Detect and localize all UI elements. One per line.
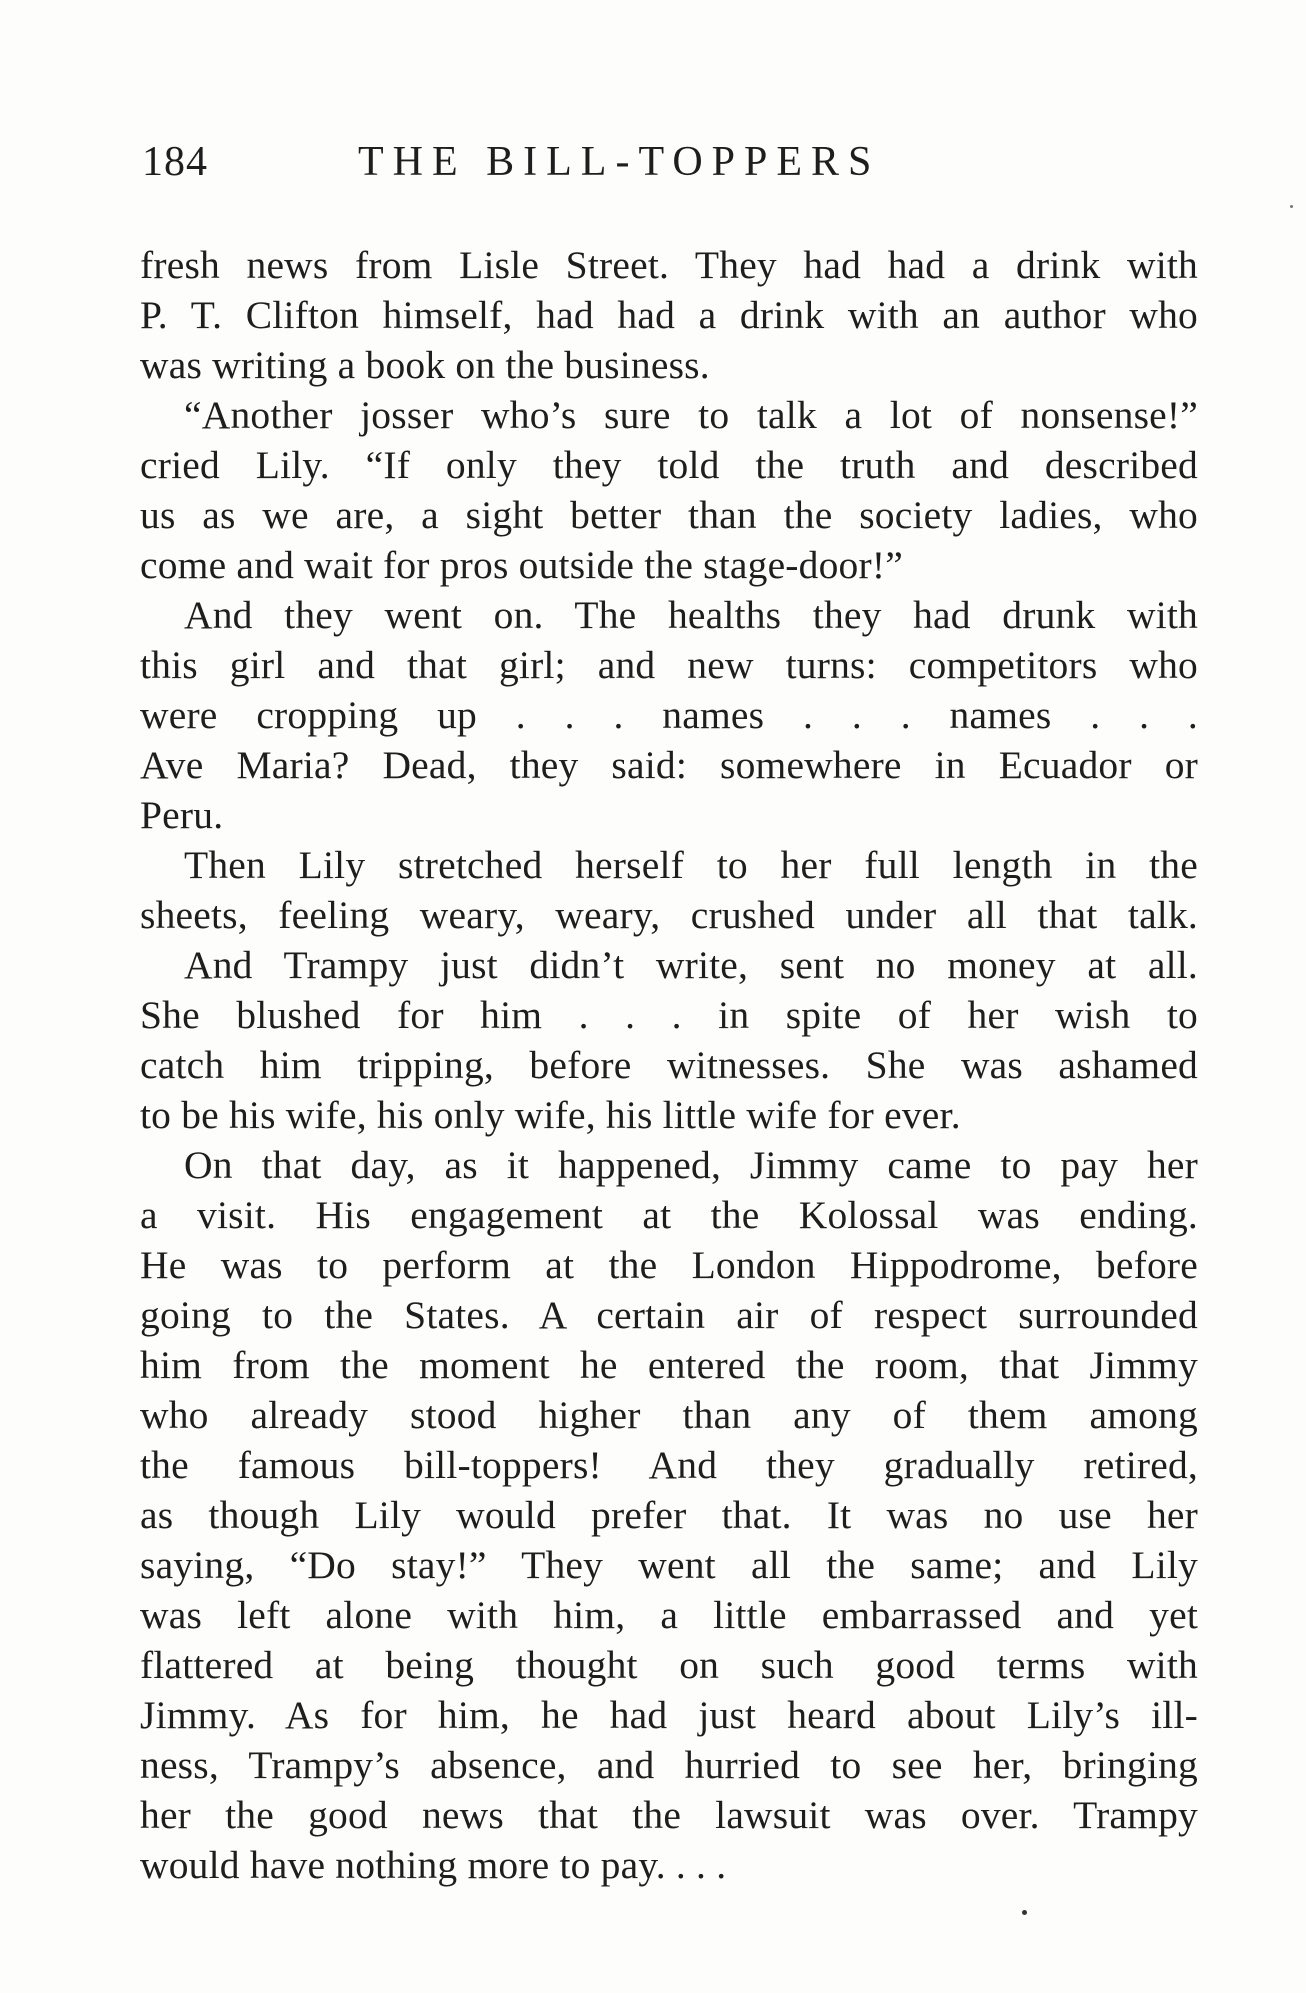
text-line: And Trampy just didn’t write, sent no money at all. <box>184 943 1198 987</box>
text-line: who already stood higher than any of them among <box>140 1393 1198 1437</box>
text-line: to be his wife, his only wife, his little wife for ever. <box>140 1093 961 1137</box>
text-line: She blushed for him . . . in spite of her wish to <box>140 993 1198 1037</box>
page-header <box>142 132 1202 192</box>
text-line: And they went on. The healths they had drunk with <box>184 593 1198 637</box>
text-line: Then Lily stretched herself to her full length in the <box>184 843 1198 887</box>
text-line: the famous bill-toppers! And they gradually retired, <box>140 1443 1198 1487</box>
text-line: going to the States. A certain air of respect surrounded <box>140 1293 1198 1337</box>
text-line: this girl and that girl; and new turns: competitors who <box>140 643 1198 687</box>
text-line: catch him tripping, before witnesses. She was ashamed <box>140 1043 1198 1087</box>
text-line: us as we are, a sight better than the society ladies, who <box>140 493 1198 537</box>
text-line: was writing a book on the business. <box>140 343 710 387</box>
text-line: her the good news that the lawsuit was over. Trampy <box>140 1793 1198 1837</box>
text-line: come and wait for pros outside the stage-door!” <box>140 543 903 587</box>
text-line: flattered at being thought on such good terms with <box>140 1643 1198 1687</box>
text-line: fresh news from Lisle Street. They had had a drink with <box>140 243 1198 287</box>
text-line: as though Lily would prefer that. It was no use her <box>140 1493 1198 1537</box>
text-line: saying, “Do stay!” They went all the same; and Lily <box>140 1543 1198 1587</box>
text-line: sheets, feeling weary, weary, crushed under all that talk. <box>140 893 1198 937</box>
text-line: “Another josser who’s sure to talk a lot of nonsense!” <box>184 393 1198 437</box>
text-line: He was to perform at the London Hippodrome, before <box>140 1243 1198 1287</box>
text-line: cried Lily. “If only they told the truth and described <box>140 443 1198 487</box>
body-text <box>140 240 1198 1890</box>
text-line: Jimmy. As for him, he had just heard about Lily’s ill- <box>140 1693 1198 1737</box>
text-line: ness, Trampy’s absence, and hurried to see her, bringing <box>140 1743 1198 1787</box>
text-line: P. T. Clifton himself, had had a drink with an author who <box>140 293 1198 337</box>
text-line: was left alone with him, a little embarrassed and yet <box>140 1593 1198 1637</box>
text-line: On that day, as it happened, Jimmy came to pay her <box>184 1143 1198 1187</box>
text-line: a visit. His engagement at the Kolossal was ending. <box>140 1193 1198 1237</box>
print-speck <box>1290 205 1293 208</box>
text-line: Ave Maria? Dead, they said: somewhere in Ecuador or <box>140 743 1198 787</box>
page-number: 184 <box>142 139 208 185</box>
print-speck <box>1022 1910 1027 1915</box>
text-line: would have nothing more to pay. . . . <box>140 1843 727 1887</box>
text-line: Peru. <box>140 793 224 837</box>
running-title: THE BILL-TOPPERS <box>358 139 881 185</box>
text-line: him from the moment he entered the room, that Jimmy <box>140 1343 1198 1387</box>
text-line: were cropping up . . . names . . . names . . . <box>140 693 1198 737</box>
